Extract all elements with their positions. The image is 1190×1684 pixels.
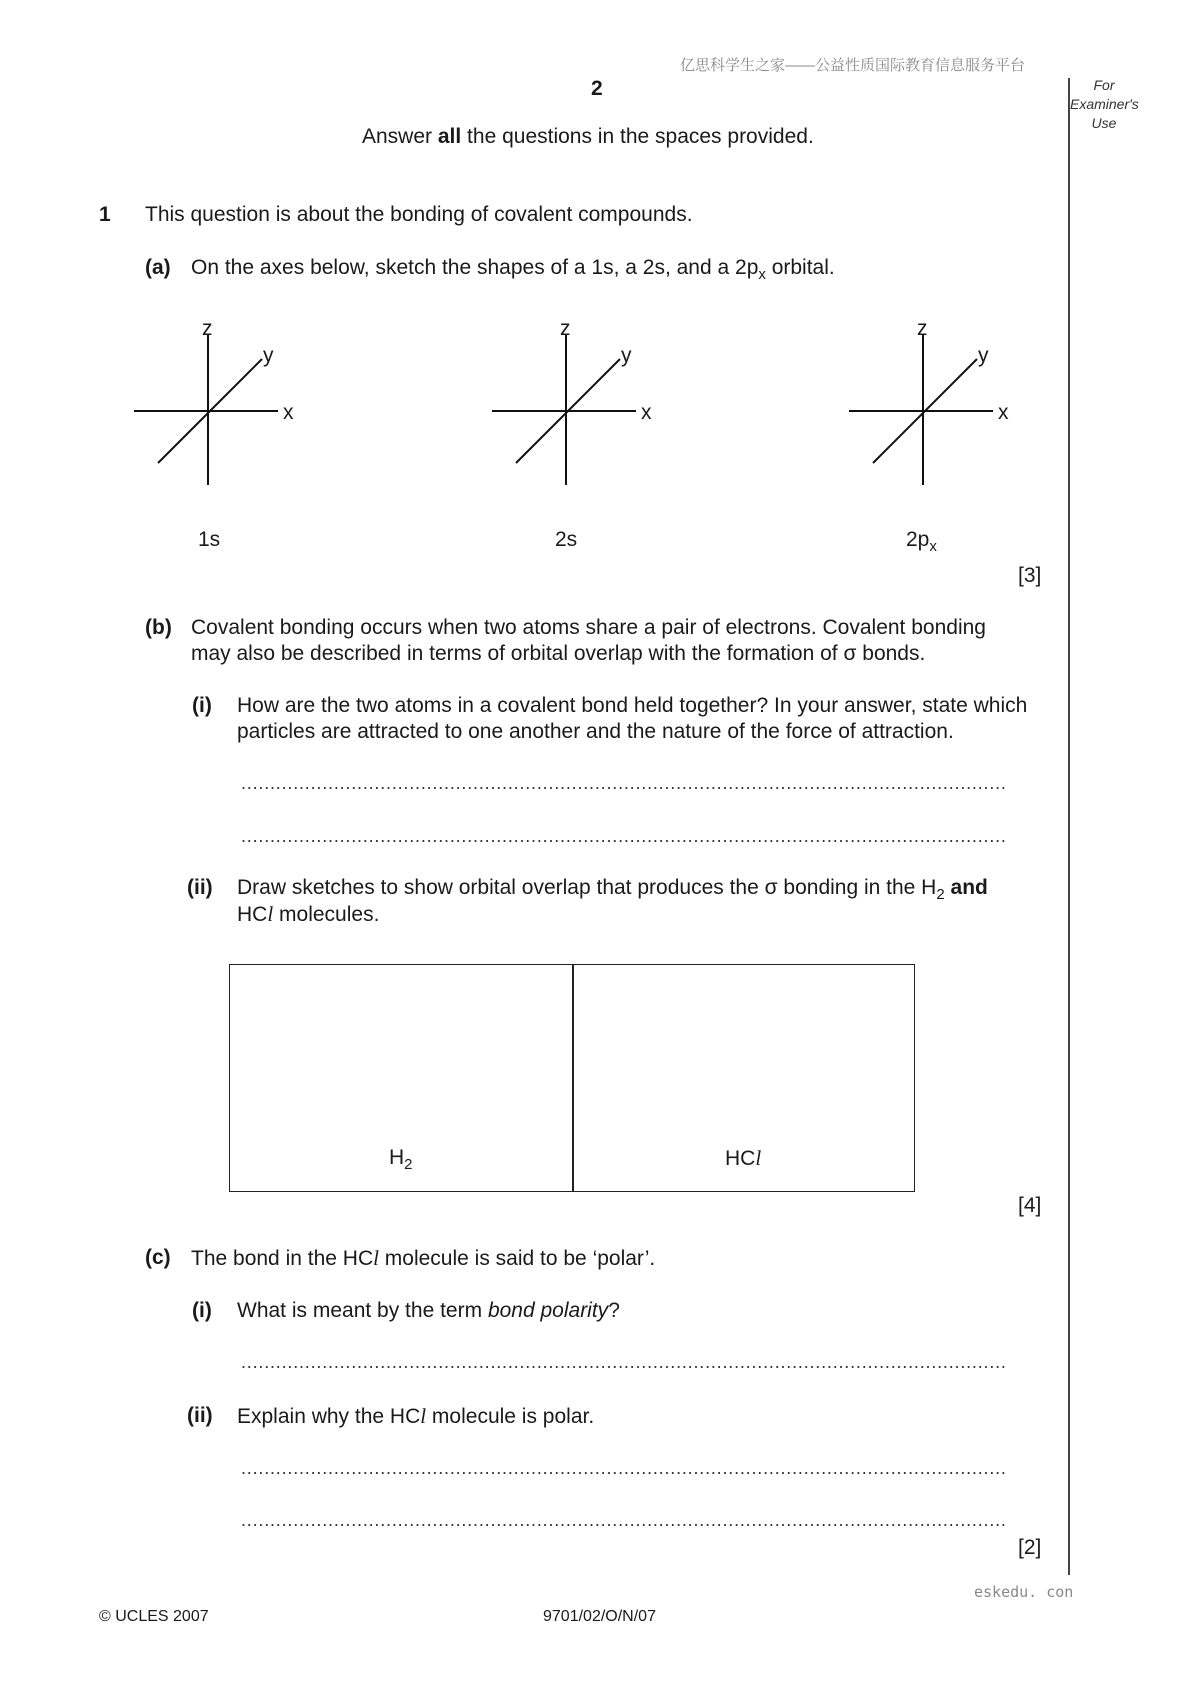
box-label-hcl: HCl (725, 1146, 762, 1170)
axes-1s-drawing (130, 315, 300, 490)
axis-y-label: y (621, 344, 632, 367)
axis-z-label: z (560, 317, 571, 340)
watermark-bottom: eskedu. con (974, 1583, 1074, 1601)
part-c-marks: [2] (1018, 1536, 1042, 1559)
part-b-i-line2: particles are attracted to one another and the nature of the force of attraction. (237, 720, 954, 743)
axis-z-label: z (917, 317, 928, 340)
part-b-label: (b) (145, 616, 172, 639)
sketch-answer-box[interactable] (229, 964, 915, 1192)
part-c-ii-label: (ii) (187, 1404, 213, 1427)
part-b-line2: may also be described in terms of orbital overlap with the formation of σ bonds. (191, 642, 926, 665)
answer-line[interactable]: .................................................................................................................................... (241, 773, 1007, 793)
answer-line[interactable]: .................................................................................................................................... (241, 1352, 1007, 1372)
question-number: 1 (99, 203, 111, 226)
axes-2s-drawing (488, 315, 658, 490)
examiner-margin-rule (1068, 78, 1070, 1575)
box-divider (572, 965, 574, 1191)
orbital-1s-label: 1s (198, 528, 221, 551)
part-b-ii-label: (ii) (187, 876, 213, 899)
part-b-line1: Covalent bonding occurs when two atoms share a pair of electrons. Covalent bonding (191, 616, 986, 639)
axis-x-label: x (641, 401, 652, 424)
part-b-i-label: (i) (192, 694, 212, 717)
part-a-marks: [3] (1018, 564, 1042, 587)
examiner-use-label: For Examiner's Use (1070, 77, 1139, 131)
orbital-2px-label: $2p_x$ (906, 528, 937, 555)
instruction: Answer all the questions in the spaces provided. (362, 125, 814, 148)
part-c-ii-text: Explain why the HCl molecule is polar. (237, 1404, 595, 1428)
axis-z-label: z (202, 317, 213, 340)
question-stem: This question is about the bonding of covalent compounds. (145, 203, 693, 226)
box-label-h2: $H_2$ (389, 1146, 413, 1173)
part-a-text: On the axes below, sketch the shapes of a 1s, a 2s, and a $2p_x$ orbital. (191, 256, 835, 283)
watermark-top: 亿思科学生之家——公益性质国际教育信息服务平台 (680, 57, 1026, 74)
part-b-i-line1: How are the two atoms in a covalent bond held together? In your answer, state which (237, 694, 1028, 717)
part-b-ii-line2: HCl molecules. (237, 902, 380, 926)
part-c-i-text: What is meant by the term bond polarity? (237, 1299, 620, 1322)
axis-y-label: y (978, 344, 989, 367)
part-b-marks: [4] (1018, 1194, 1042, 1217)
part-b-ii-line1: Draw sketches to show orbital overlap that produces the σ bonding in the $H_2$ and (237, 876, 988, 903)
page-number: 2 (591, 77, 603, 100)
part-c-i-label: (i) (192, 1299, 212, 1322)
part-c-label: (c) (145, 1246, 171, 1269)
answer-line[interactable]: .................................................................................................................................... (241, 826, 1007, 846)
footer-code: 9701/02/O/N/07 (543, 1608, 656, 1625)
orbital-2s-label: 2s (555, 528, 578, 551)
answer-line[interactable]: .................................................................................................................................... (241, 1510, 1007, 1530)
part-c-text: The bond in the HCl molecule is said to be ‘polar’. (191, 1246, 656, 1270)
axis-y-label: y (263, 344, 274, 367)
axis-x-label: x (998, 401, 1009, 424)
axes-2px-drawing (845, 315, 1015, 490)
footer-copyright: © UCLES 2007 (99, 1608, 209, 1625)
answer-line[interactable]: .................................................................................................................................... (241, 1458, 1007, 1478)
axis-x-label: x (283, 401, 294, 424)
part-a-label: (a) (145, 256, 171, 279)
